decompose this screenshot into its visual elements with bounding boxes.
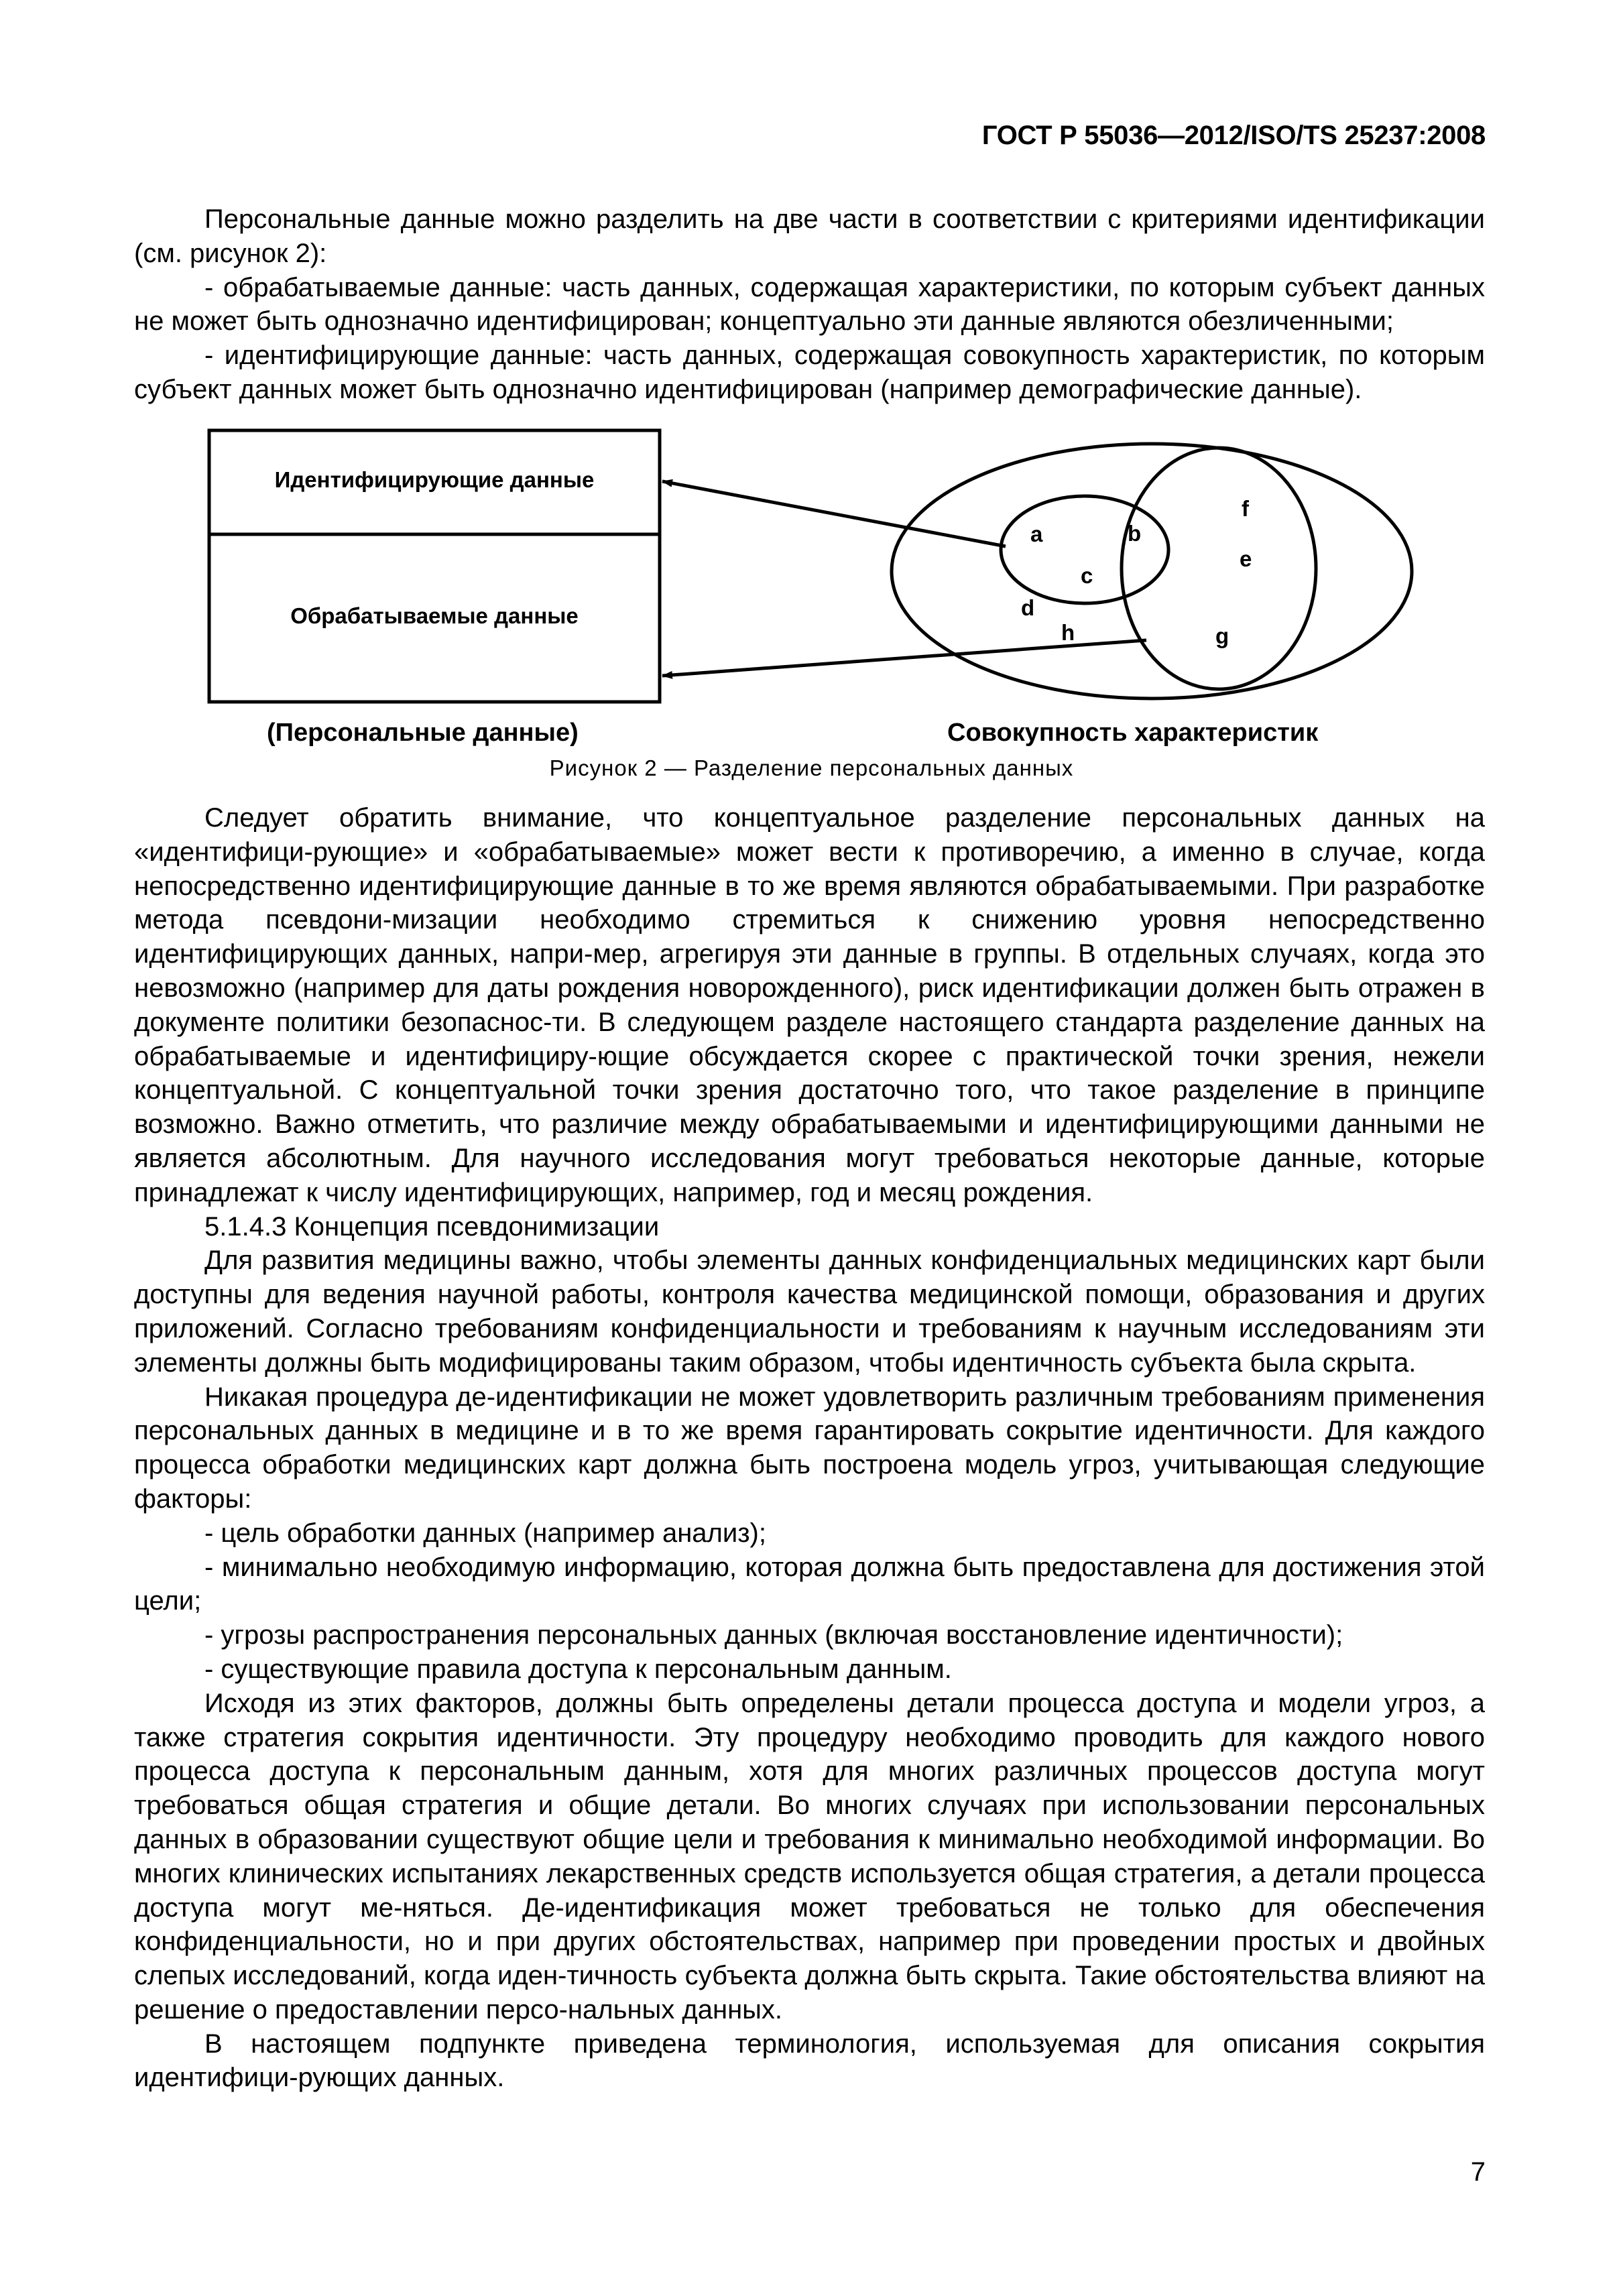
list-item: - существующие правила доступа к персональным данным.	[204, 1654, 952, 1684]
venn-letter-a: a	[1030, 522, 1043, 546]
venn-letter-d: d	[1021, 595, 1035, 620]
paragraph: Никакая процедура де-идентификации не может удовлетворить различным требованиям применения персональных данных в медицине и в то же время гарантировать сокрытие идентичности. Для каждого процесса обработки медицинских карт должна быть построена модель угроз, учитывающая следующие факторы:	[134, 1382, 1485, 1514]
section-heading: 5.1.4.3 Концепция псевдонимизации	[204, 1211, 660, 1242]
paragraph: В настоящем подпункте приведена терминология, используемая для описания сокрытия идентифици-рующих данных.	[134, 2029, 1485, 2093]
list-item: - минимально необходимую информацию, которая должна быть предоставлена для достижения этой цели;	[134, 1552, 1485, 1616]
venn-letter-b: b	[1128, 521, 1142, 546]
venn-letter-f: f	[1242, 496, 1249, 521]
identifying-data-label: Идентифицирующие данные	[274, 467, 595, 492]
figure-2	[0, 0, 1623, 804]
list-item: - идентифицирующие данные: часть данных, содержащая совокупность характеристик, по которым субъект данных может быть однозначно идентифицирован (например демографические данные).	[134, 341, 1485, 404]
paragraph: Персональные данные можно разделить на две части в соответствии с критериями идентификации (см. рисунок 2):	[134, 204, 1485, 268]
list-item: - угрозы распространения персональных данных (включая восстановление идентичности);	[204, 1620, 1343, 1650]
venn-letter-h: h	[1061, 620, 1075, 645]
personal-data-caption: (Персональные данные)	[267, 719, 579, 747]
processed-set-circle	[1122, 448, 1316, 689]
venn-letter-g: g	[1215, 623, 1229, 648]
figure-diagram	[0, 0, 1623, 804]
figure-caption: Рисунок 2 — Разделение персональных данных	[549, 756, 1074, 780]
arrow-to-identifying	[662, 481, 1006, 546]
characteristics-caption: Совокупность характеристик	[947, 719, 1319, 747]
paragraph: Для развития медицины важно, чтобы элементы данных конфиденциальных медицинских карт были доступны для ведения научной работы, контроля качества медицинской помощи, образования и других приложений. Согласно требованиям конфиденциальности и требованиям к научным исследованиям эти элементы должны быть модифицированы таким образом, чтобы идентичность субъекта была скрыта.	[134, 1246, 1485, 1378]
page-number: 7	[1470, 2157, 1486, 2187]
paragraph: Исходя из этих факторов, должны быть определены детали процесса доступа и модели угроз, а также стратегия сокрытия идентичности. Эту процедуру необходимо проводить для каждого нового процесса доступа к персональным данным, хотя для многих различных процессов доступа могут требоваться общая стратегия и общие детали. Во многих случаях при использовании персональных данных в образовании существуют общие цели и требования к минимально необходимой информации. Во многих клинических испытаниях лекарственных средств используется общая стратегия, а детали процесса доступа могут ме-няться. Де-идентификация может требоваться не только для обеспечения конфиденциальности, но и при других обстоятельствах, например при проведении простых и двойных слепых исследований, когда иден-тичность субъекта должна быть скрыта. Такие обстоятельства влияют на решение о предоставлении персо-нальных данных.	[134, 1688, 1485, 2025]
venn-letter-c: c	[1081, 563, 1093, 588]
processed-data-label: Обрабатываемые данные	[290, 603, 579, 628]
list-item: - цель обработки данных (например анализ);	[204, 1518, 766, 1548]
venn-letter-e: e	[1240, 546, 1252, 571]
body-text	[134, 801, 1485, 2095]
standard-header: ГОСТ Р 55036—2012/ISO/TS 25237:2008	[981, 121, 1486, 150]
paragraph: Следует обратить внимание, что концептуальное разделение персональных данных на «идентифици-рующие» и «обрабатываемые» может вести к противоречию, а именно в случае, когда непосредственно идентифицирующие данные в то же время являются обрабатываемыми. При разработке метода псевдони-мизации необходимо стремиться к снижению уровня непосредственно идентифицирующих данных, напри-мер, агрегируя эти данные в группы. В отдельных случаях, когда это невозможно (например для даты рождения новорожденного), риск идентификации должен быть отражен в документе политики безопаснос-ти. В следующем разделе настоящего стандарта разделение данных на обрабатываемые и идентифициру-ющие обсуждается скорее с практической точки зрения, нежели концептуальной. С концептуальной точки зрения достаточно того, что такое разделение в принципе возможно. Важно отметить, что различие между обрабатываемыми и идентифицирующими данными не является абсолютным. Для научного исследования могут требоваться некоторые данные, которые принадлежат к числу идентифицирующих, например, год и месяц рождения.	[134, 803, 1485, 1207]
list-item: - обрабатываемые данные: часть данных, содержащая характеристики, по которым субъект данных не может быть однозначно идентифицирован; концептуально эти данные являются обезличенными;	[134, 272, 1485, 337]
